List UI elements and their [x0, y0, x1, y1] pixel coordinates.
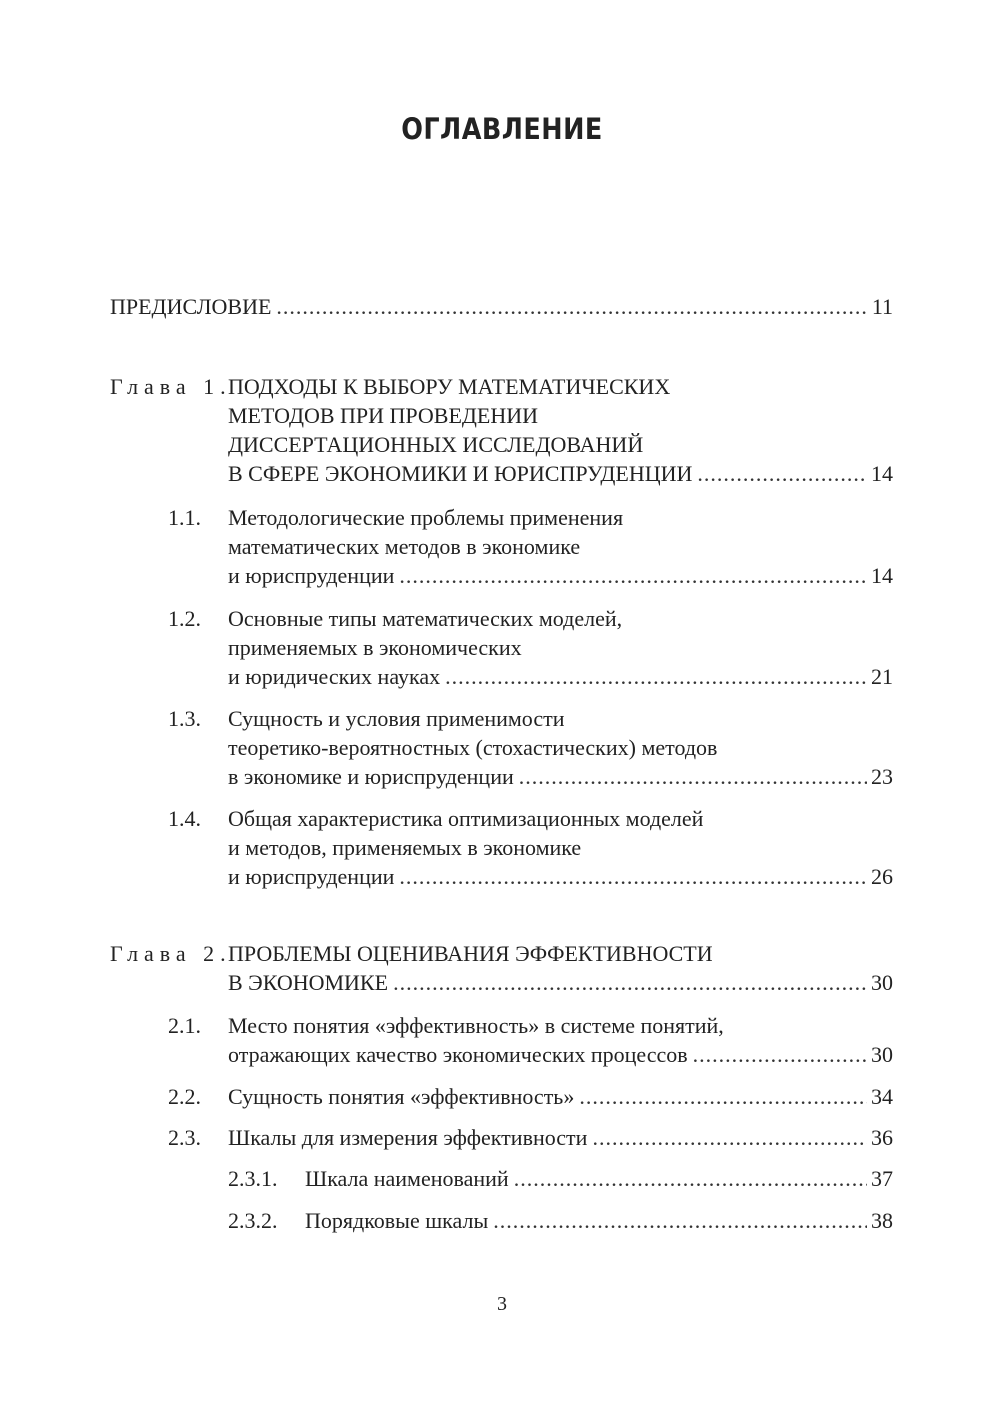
toc-entry-line: Сущность и условия применимости — [228, 706, 565, 731]
dot-leader — [579, 1082, 867, 1111]
dot-leader — [399, 862, 867, 891]
toc-entry-line: Место понятия «эффективность» в системе понятий, — [228, 1013, 724, 1038]
toc-entry-line: Порядковые шкалы — [305, 1208, 489, 1233]
dot-leader — [493, 1206, 867, 1235]
toc-page-number: 30 — [871, 970, 893, 995]
toc-entry-line: ДИССЕРТАЦИОННЫХ ИССЛЕДОВАНИЙ — [228, 432, 644, 457]
section-number: 1.1. — [168, 505, 201, 530]
section-number: 2.2. — [168, 1084, 201, 1109]
dot-leader — [399, 561, 867, 590]
dot-leader — [445, 662, 867, 691]
toc-entry-preface[interactable] — [110, 292, 893, 321]
toc-entry-line: и юридических науках — [228, 664, 441, 689]
toc-entry-label: ПРЕДИСЛОВИЕ — [110, 294, 272, 319]
toc-entry-line: отражающих качество экономических процессов — [228, 1042, 688, 1067]
toc-entry-line: В СФЕРЕ ЭКОНОМИКИ И ЮРИСПРУДЕНЦИИ — [228, 461, 693, 486]
toc-entry-line: Сущность понятия «эффективность» — [228, 1084, 575, 1109]
toc-entry-line: Шкала наименований — [305, 1166, 509, 1191]
toc-entry-line: и методов, применяемых в экономике — [228, 835, 582, 860]
dot-leader — [514, 1164, 867, 1193]
toc-page-number: 26 — [871, 864, 893, 889]
page-number: 3 — [497, 1293, 507, 1315]
toc-entry-line: теоретико-вероятностных (стохастических) методов — [228, 735, 718, 760]
toc-entry-line: ПОДХОДЫ К ВЫБОРУ МАТЕМАТИЧЕСКИХ — [228, 374, 671, 399]
toc-entry-line: Шкалы для измерения эффективности — [228, 1125, 588, 1150]
toc-entry-line: МЕТОДОВ ПРИ ПРОВЕДЕНИИ — [228, 403, 539, 428]
section-number: 2.1. — [168, 1013, 201, 1038]
section-number: 1.4. — [168, 806, 201, 831]
toc-page-number: 14 — [871, 461, 893, 486]
toc-entry-line: и юриспруденции — [228, 563, 395, 588]
toc-entry-line: Методологические проблемы применения — [228, 505, 624, 530]
dot-leader — [393, 968, 867, 997]
toc-entry-line: Основные типы математических моделей, — [228, 606, 623, 631]
dot-leader — [592, 1123, 867, 1152]
chapter-label: Глава 2. — [110, 941, 232, 966]
toc-page-number: 34 — [871, 1084, 893, 1109]
section-number: 1.3. — [168, 706, 201, 731]
dot-leader — [276, 292, 867, 321]
toc-page-number: 36 — [871, 1125, 893, 1150]
subsection-number: 2.3.1. — [228, 1166, 278, 1191]
dot-leader — [519, 762, 867, 791]
toc-page-number: 37 — [871, 1166, 893, 1191]
toc-entry-line: применяемых в экономических — [228, 635, 522, 660]
toc-page-number: 23 — [871, 764, 893, 789]
toc-page-number: 14 — [871, 563, 893, 588]
dot-leader — [693, 1040, 867, 1069]
toc-entry-line: и юриспруденции — [228, 864, 395, 889]
chapter-label: Глава 1. — [110, 374, 232, 399]
toc-page-number: 30 — [871, 1042, 893, 1067]
toc-entry-line: В ЭКОНОМИКЕ — [228, 970, 389, 995]
dot-leader — [697, 459, 867, 488]
section-number: 1.2. — [168, 606, 201, 631]
toc-entry-line: Общая характеристика оптимизационных моделей — [228, 806, 704, 831]
toc-entry-line: в экономике и юриспруденции — [228, 764, 514, 789]
toc-page-number: 11 — [871, 294, 893, 319]
section-number: 2.3. — [168, 1125, 201, 1150]
subsection-number: 2.3.2. — [228, 1208, 278, 1233]
page-title: ОГЛАВЛЕНИЕ — [401, 112, 603, 146]
toc-page-number: 38 — [871, 1208, 893, 1233]
toc-entry-line: математических методов в экономике — [228, 534, 581, 559]
toc-entry-line: ПРОБЛЕМЫ ОЦЕНИВАНИЯ ЭФФЕКТИВНОСТИ — [228, 941, 713, 966]
toc-page-number: 21 — [871, 664, 893, 689]
